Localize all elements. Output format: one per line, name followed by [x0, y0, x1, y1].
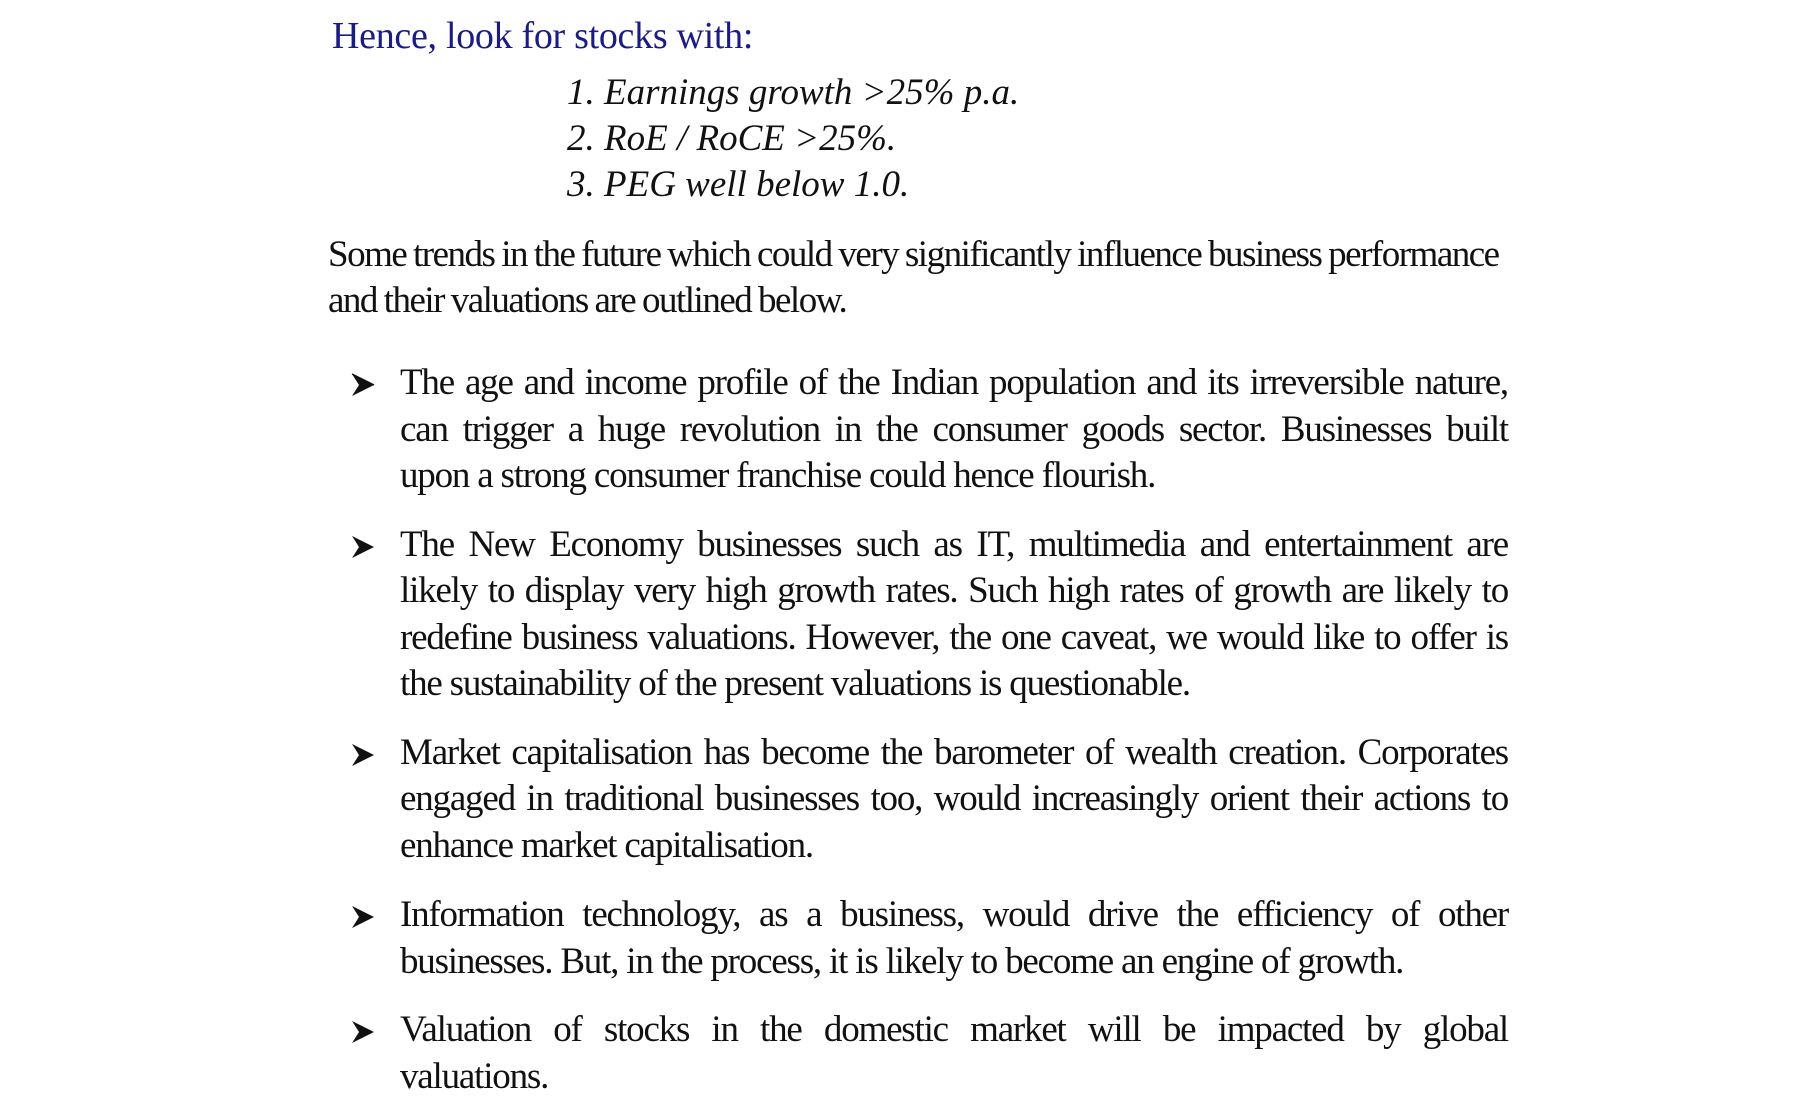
criteria-item: 1. Earnings growth >25% p.a. [567, 72, 1020, 113]
trend-text: The age and income profile of the Indian population and its irreversible nature, can trigger a huge revolution in the consumer goods sector. Businesses built upon a strong consumer franchise could hence flourish. [400, 362, 1508, 496]
stock-criteria-list [567, 70, 1019, 208]
section-heading: Hence, look for stocks with: [332, 15, 754, 57]
trend-item [350, 360, 1508, 500]
trend-item [350, 1007, 1508, 1100]
trend-item [350, 892, 1508, 985]
arrowhead-bullet-icon [350, 1019, 376, 1045]
trend-text: Information technology, as a business, would drive the efficiency of other businesses. But, in the process, it is likely to become an engine of growth. [400, 894, 1508, 982]
trend-item [350, 730, 1508, 870]
trend-text: The New Economy businesses such as IT, multimedia and entertainment are likely to display very high growth rates. Such high rates of growth are likely to redefine business valuations. However, the one caveat, we would like to offer is the sustainability of the present valuations is questionable. [400, 523, 1508, 704]
arrowhead-bullet-icon [350, 372, 376, 398]
trends-list [350, 360, 1508, 1100]
trend-item [350, 522, 1508, 708]
criteria-item: 2. RoE / RoCE >25%. [567, 118, 897, 159]
arrowhead-bullet-icon [350, 742, 376, 768]
trend-text: Valuation of stocks in the domestic market will be impacted by global valuations. [400, 1009, 1508, 1097]
criteria-item: 3. PEG well below 1.0. [567, 164, 910, 205]
intro-paragraph: Some trends in the future which could very significantly influence business performance and their valuations are outlined below. [328, 234, 1499, 321]
trend-text: Market capitalisation has become the barometer of wealth creation. Corporates engaged in traditional businesses too, would increasingly orient their actions to enhance market capitalisation. [400, 731, 1508, 866]
arrowhead-bullet-icon [350, 904, 376, 930]
arrowhead-bullet-icon [350, 534, 376, 560]
